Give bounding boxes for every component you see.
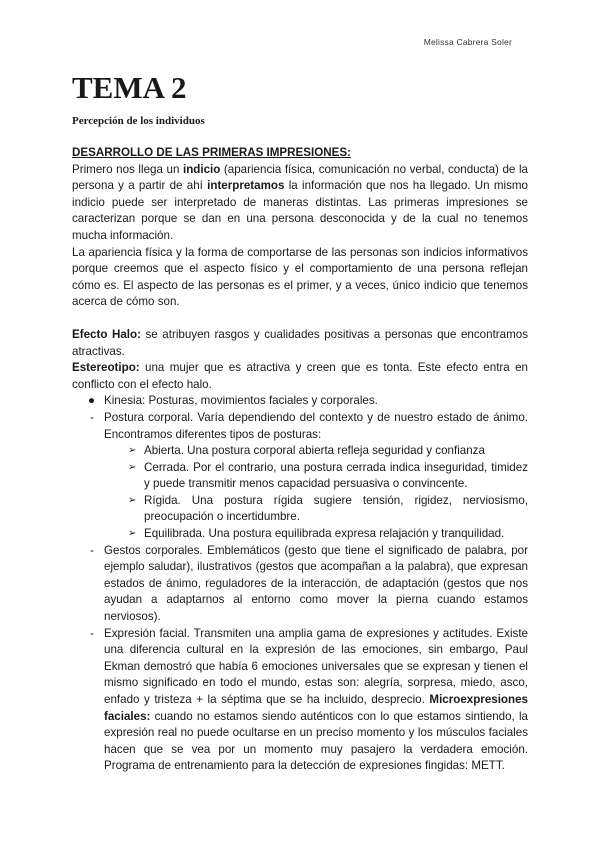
dash-marker: - (90, 543, 94, 557)
dash-marker: - (90, 626, 94, 640)
term-indicio: indicio (182, 162, 221, 176)
posture-text: Rígida. Una postura rígida sugiere tensión, rigidez, nerviosismo, preocupación o incertidumbre. (144, 493, 528, 524)
section-heading: DESARROLLO DE LAS PRIMERAS IMPRESIONES: (72, 146, 351, 159)
intro-text-3: la información que nos ha llegado. Un mismo indicio puede ser interpretado de maneras distintas. Las primeras impresiones se caracterizan porque se dan en una persona desconocida y de la cual no tenemos mucha información. (72, 179, 528, 242)
expresion-item (72, 626, 528, 775)
term-interpretamos: interpretamos (207, 179, 285, 193)
halo-text: se atribuyen rasgos y cualidades positivas a personas que encontramos atractivas. (72, 327, 528, 358)
spacer (72, 311, 528, 327)
stereotype-text: una mujer que es atractiva y creen que es tonta. Este efecto entra en conflicto con el efecto halo. (72, 361, 528, 391)
arrow-marker: ➢ (128, 445, 137, 457)
posture-text: Abierta. Una postura corporal abierta refleja seguridad y confianza (144, 444, 485, 458)
arrow-marker: ➢ (128, 461, 137, 473)
kinesia-text: Kinesia: Posturas, movimientos faciales y corporales. (104, 394, 378, 408)
halo-label: Efecto Halo: (72, 327, 141, 341)
arrow-marker: ➢ (128, 528, 137, 540)
bullet-marker: ● (88, 394, 96, 408)
kinesia-item (72, 393, 528, 410)
postura-text: Postura corporal. Varía dependiendo del contexto y de nuestro estado de ánimo. Encontramos diferentes tipos de posturas: (104, 410, 528, 441)
page-subtitle: Percepción de los individuos (72, 115, 205, 127)
posture-item-abierta (72, 443, 528, 460)
intro-paragraph (72, 162, 528, 245)
posture-text: Equilibrada. Una postura equilibrada expresa relajación y tranquilidad. (144, 527, 505, 541)
intro-text-2: (apariencia física, comunicación no verbal, conducta) de la persona y a partir de ahí (72, 162, 528, 193)
posture-item-rigida (72, 493, 528, 526)
appearance-paragraph: La apariencia física y la forma de comportarse de las personas son indicios informativos porque creemos que el aspecto físico y el comportamiento de una persona reflejan cómo es. El aspecto de las personas es el primer, y a veces, único indicio que tenemos acerca de cómo son. (72, 245, 528, 309)
intro-text-1: Primero nos llega un (72, 162, 183, 176)
posture-text: Cerrada. Por el contrario, una postura cerrada indica inseguridad, timidez y puede transmitir menos capacidad persuasiva o convincente. (144, 460, 528, 491)
author-name: Melissa Cabrera Soler (423, 37, 512, 47)
expresion-text: Expresión facial. Transmiten una amplia gama de expresiones y actitudes. Existe una diferencia cultural en la expresión de las emociones, sin embargo, Paul Ekman demostró que había 6 emociones universales que se expresan y tienen el mismo significado en todo el mundo, estas son: alegría, sorpresa, miedo, asco, enfado y tristeza + la séptima que se ha incluido, desprecio. (104, 626, 528, 706)
posture-item-cerrada (72, 460, 528, 493)
micro-label: Microexpresiones faciales: (104, 693, 528, 723)
document-body (72, 145, 528, 775)
arrow-marker: ➢ (128, 494, 137, 506)
stereotype-paragraph (72, 360, 528, 393)
halo-paragraph (72, 327, 528, 360)
dash-marker: - (90, 410, 94, 424)
gestos-item (72, 543, 528, 626)
postura-item (72, 410, 528, 443)
page-title: TEMA 2 (72, 70, 187, 105)
gestos-text: Gestos corporales. Emblemáticos (gesto que tiene el significado de palabra, por ejemplo saludar), ilustrativos (gestos que acompañan a la palabra), que expresan estados de ánimo, reguladores de la interacción, de adaptación (gestos que nos ayudan a adaptarnos al entorno como mover la pierna cuando estamos nerviosos). (104, 543, 528, 624)
stereotype-label: Estereotipo: (72, 361, 140, 375)
micro-text: cuando no estamos siendo auténticos con lo que estamos sintiendo, la expresión real no puede ocultarse en un preciso momento y los músculos faciales hacen que se vea por un momento muy pasajero la verdadera emoción. Programa de entrenamiento para la detección de expresiones fingidas: METT. (104, 709, 528, 773)
posture-item-equilibrada (72, 526, 528, 543)
